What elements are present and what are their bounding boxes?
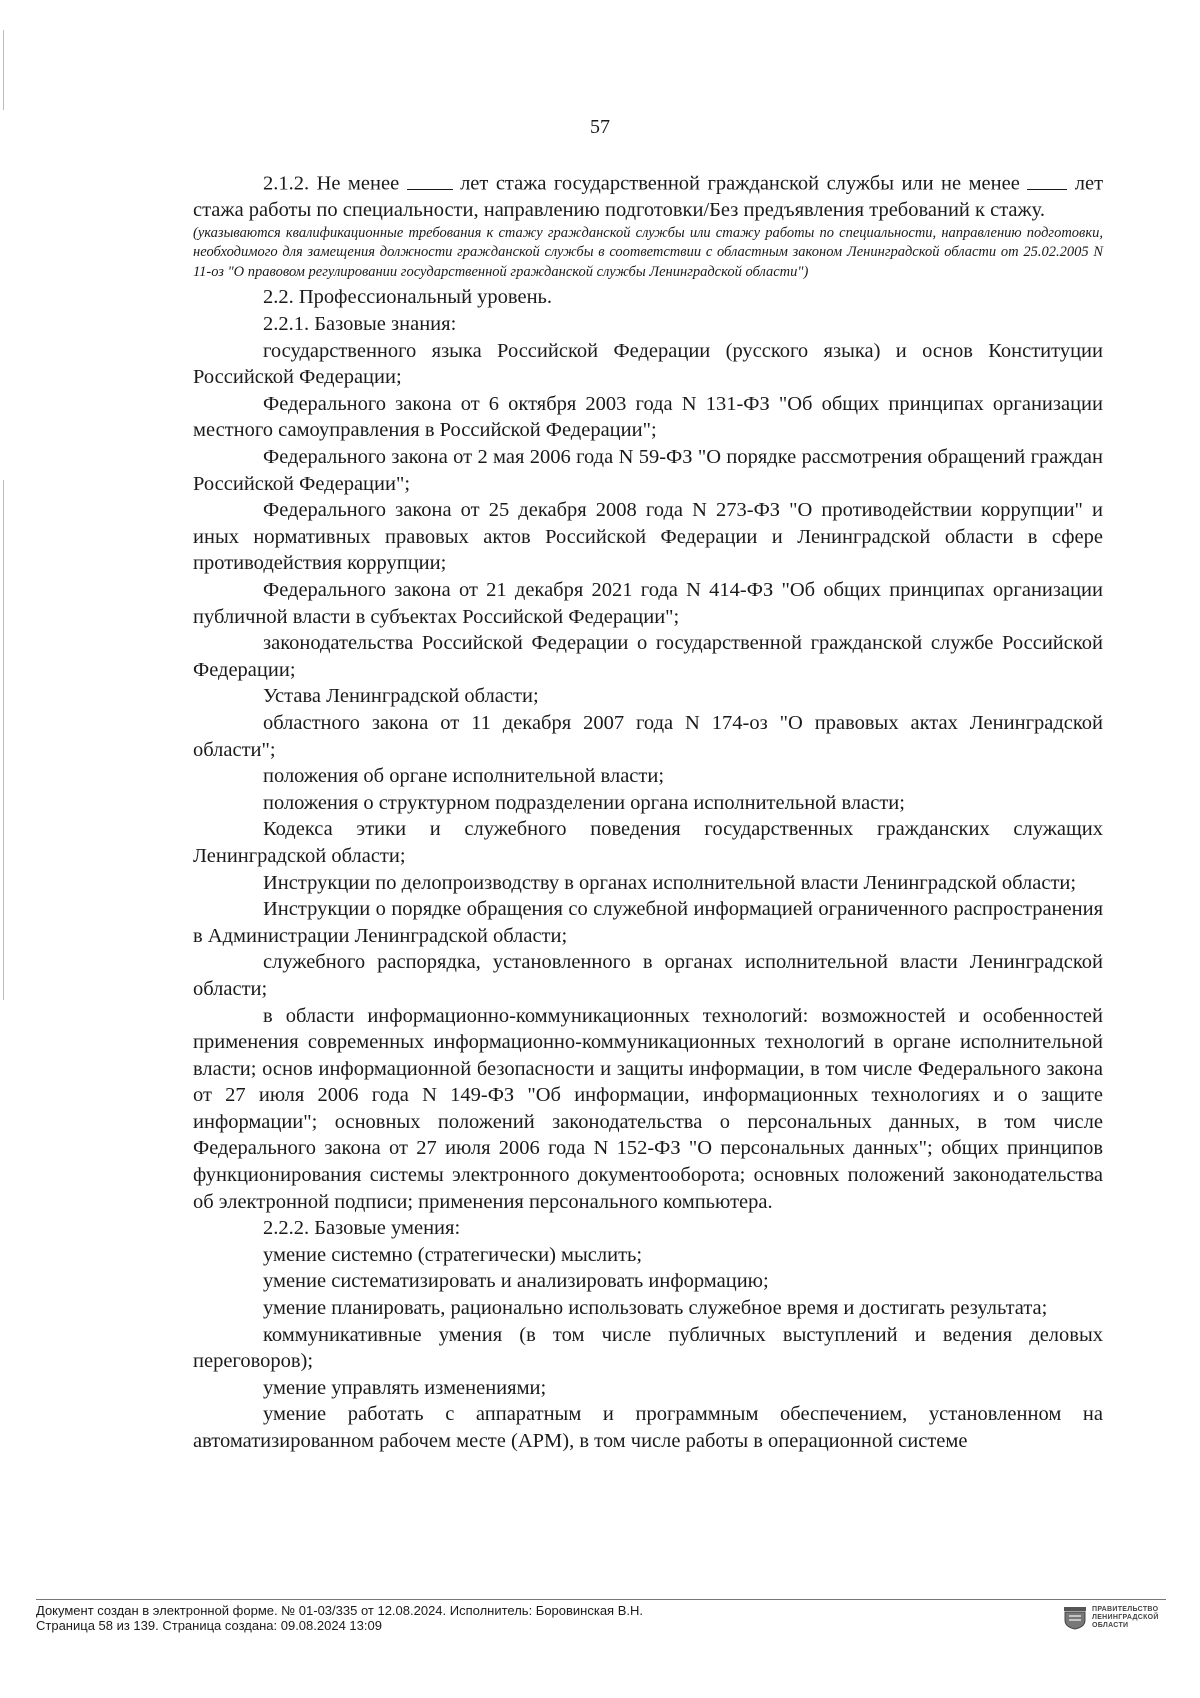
paragraph: областного закона от 11 декабря 2007 года N 174-оз "О правовых актах Ленинградской области"; [193,711,1103,761]
page-number: 57 [590,116,610,138]
paragraph: умение систематизировать и анализировать информацию; [263,1270,769,1293]
paragraph: государственного языка Российской Федерации (русского языка) и основ Конституции Российской Федерации; [193,339,1103,389]
req-text-after: лет стажа работы по специальности, направлению подготовки/Без предъявления требований к стажу. [193,172,1104,222]
paragraph: коммуникативные умения (в том числе публичных выступлений и ведения деловых переговоров); [193,1323,1103,1373]
paragraph: Федерального закона от 25 декабря 2008 года N 273-ФЗ "О противодействии коррупции" и иных нормативных правовых актов Российской Федерации и Ленинградской области в сфере противодействия коррупции; [193,499,1103,575]
document-body [193,168,1103,1455]
years-blank-field [1027,168,1067,190]
paragraph: Инструкции по делопроизводству в органах исполнительной власти Ленинградской области; [263,871,1077,894]
paragraph: 2.2.1. Базовые знания: [263,313,457,336]
paragraph: умение работать с аппаратным и программным обеспечением, установленном на автоматизированном рабочем месте (АРМ), в том числе работы в операционной системе [193,1403,1103,1452]
paragraph: Федерального закона от 21 декабря 2021 года N 414-ФЗ "Об общих принципах организации публичной власти в субъектах Российской Федерации"; [193,579,1103,628]
paragraph: служебного распорядка, установленного в органах исполнительной власти Ленинградской области; [193,951,1103,1000]
paragraph: Инструкции о порядке обращения со служебной информацией ограниченного распространения в Администрации Ленинградской области; [193,898,1103,947]
italic-note: (указываются квалификационные требования к стажу гражданской службы или стажу работы по специальности, направлению подготовки, необходимого для замещения должности гражданской службы в соответствии с областным законом Ленинградской области от 25.02.2005 N 11-оз "О правовом регулировании государственной гражданской службы Ленинградской области") [193,224,1103,280]
paragraph: Устава Ленинградской области; [263,685,539,708]
paragraph: 2.2. Профессиональный уровень. [263,286,553,309]
paragraph: умение управлять изменениями; [263,1376,547,1399]
paragraph: умение планировать, рационально использовать служебное время и достигать результата; [263,1297,1048,1320]
years-blank-field [407,168,453,190]
paragraph: 2.2.2. Базовые умения: [263,1217,461,1240]
req-text-mid: лет стажа государственной гражданской службы или не менее [460,172,1020,195]
footer-line-document-info: Документ создан в электронной форме. № 01-03/335 от 12.08.2024. Исполнитель: Боровинская В.Н. [36,1603,643,1618]
paragraph: положения об органе исполнительной власти; [263,765,665,788]
footer-text [36,1603,643,1633]
paragraph: умение системно (стратегически) мыслить; [263,1243,643,1266]
footer-line-page-info: Страница 58 из 139. Страница создана: 09.08.2024 13:09 [36,1618,382,1633]
scan-edge-mark [3,480,4,1000]
paragraph: законодательства Российской Федерации о государственной гражданской службе Российской Федерации; [193,632,1103,681]
paragraph: Федерального закона от 2 мая 2006 года N 59-ФЗ "О порядке рассмотрения обращений граждан Российской Федерации"; [193,446,1103,495]
scan-edge-mark [3,30,4,110]
government-name: ПРАВИТЕЛЬСТВО ЛЕНИНГРАДСКОЙ ОБЛАСТИ [1092,1606,1159,1629]
paragraph: Федерального закона от 6 октября 2003 года N 131-ФЗ "Об общих принципах организации местного самоуправления в Российской Федерации"; [193,392,1103,442]
coat-of-arms-icon [1062,1606,1088,1630]
government-logo [1062,1606,1166,1630]
paragraph: Кодекса этики и служебного поведения государственных гражданских служащих Ленинградской области; [193,818,1103,867]
paragraph: в области информационно-коммуникационных технологий: возможностей и особенностей применения современных информационно-коммуникационных технологий в органе исполнительной власти; основ информационной безопасности и защиты информации, в том числе Федерального закона от 27 июля 2006 года N 149-ФЗ "Об информации, информационных технологиях и о защите информации"; основных положений законодательства о персональных данных, в том числе Федерального закона от 27 июля 2006 года N 152-ФЗ "О персональных данных"; общих принципов функционирования системы электронного документооборота; основных положений законодательства об электронной подписи; применения персонального компьютера. [193,1004,1103,1213]
paragraph: положения о структурном подразделении органа исполнительной власти; [263,791,905,814]
stazh-requirement-paragraph [193,168,1103,224]
document-footer [36,1599,1166,1640]
req-text-before: 2.1.2. Не менее [263,172,400,195]
